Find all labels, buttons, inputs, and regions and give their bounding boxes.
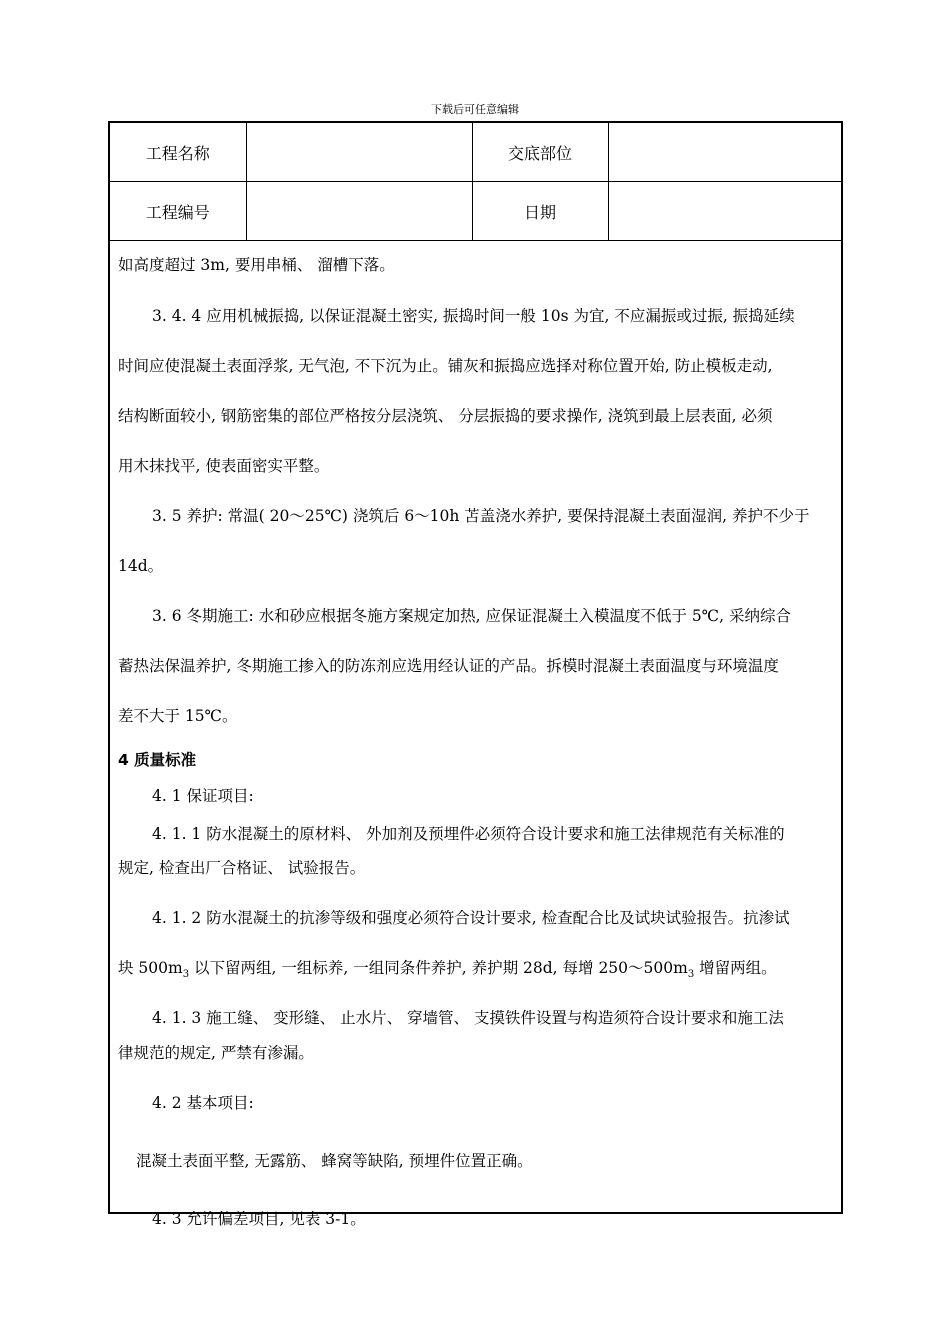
p412-sub-1: 3 (182, 969, 190, 981)
para-4-2: 4. 2 基本项目: (152, 1094, 254, 1113)
part-label: 交底部位 (472, 123, 608, 182)
download-note: 下载后可任意编辑 (431, 103, 519, 116)
para-4-1-2-line2 (118, 943, 833, 1000)
p412-sub-2: 3 (687, 969, 695, 981)
para-3-6-line1: 3. 6 冬期施工: 水和砂应根据冬施方案规定加热, 应保证混凝土入模温度不低于 5℃, 采纳综合 (152, 607, 791, 625)
para-3-4-4-line2: 时间应使混凝土表面浮浆, 无气泡, 不下沉为止。铺灰和振捣应选择对称位置开始, 防止模板走动, (118, 357, 773, 375)
project-no-value (246, 182, 472, 241)
para-4-1-1-line1: 4. 1. 1 防水混凝土的原材料、 外加剂及预埋件必须符合设计要求和施工法律规范有关标准的 (152, 825, 785, 843)
disclosure-sheet (108, 121, 843, 1229)
p412-text-1: 块 500m (118, 959, 183, 977)
project-no-label: 工程编号 (110, 182, 246, 241)
line-height-limit: 如高度超过 3m, 要用串桶、 溜槽下落。 (118, 256, 395, 274)
header-row-2 (110, 182, 841, 241)
p412-text-2: 以下留两组, 一组标养, 一组同条件养护, 养护期 28d, 每增 250～500m (189, 959, 688, 977)
para-4-2-text: 混凝土表面平整, 无露筋、 蜂窝等缺陷, 预埋件位置正确。 (136, 1152, 533, 1171)
date-value (608, 182, 841, 241)
header-row-1 (110, 123, 841, 182)
para-3-6-line3: 差不大于 15℃。 (118, 707, 238, 725)
para-3-4-4-line1: 3. 4. 4 应用机械振捣, 以保证混凝土密实, 振捣时间一般 10s 为宜, 不应漏振或过振, 振捣延续 (152, 307, 795, 325)
para-4-1-3-line2: 律规范的规定, 严禁有渗漏。 (118, 1044, 314, 1063)
part-value (608, 123, 841, 182)
p412-text-3: 增留两组。 (694, 959, 777, 977)
date-label: 日期 (472, 182, 608, 241)
para-4-1-2-line1: 4. 1. 2 防水混凝土的抗渗等级和强度必须符合设计要求, 检查配合比及试块试验报告。抗渗试 (152, 909, 790, 927)
body-text (110, 243, 841, 1244)
para-4-3: 4. 3 允许偏差项目, 见表 3-1。 (152, 1210, 366, 1229)
para-3-5-line2: 14d。 (118, 557, 164, 575)
header-table (110, 123, 841, 241)
para-4-1-1-line2: 规定, 检查出厂合格证、 试验报告。 (118, 859, 366, 877)
para-3-5-line1: 3. 5 养护: 常温( 20～25℃) 浇筑后 6～10h 苫盖浇水养护, 要保持混凝土表面湿润, 养护不少于 (152, 507, 810, 525)
para-3-4-4-line3: 结构断面较小, 钢筋密集的部位严格按分层浇筑、 分层振捣的要求操作, 浇筑到最上层表面, 必须 (118, 407, 773, 425)
project-name-label: 工程名称 (110, 123, 246, 182)
para-4-1-3-line1: 4. 1. 3 施工缝、 变形缝、 止水片、 穿墙管、 支摸铁件设置与构造须符合设计要求和施工法 (152, 1009, 784, 1028)
para-4-1: 4. 1 保证项目: (152, 787, 254, 805)
para-3-6-line2: 蓄热法保温养护, 冬期施工掺入的防冻剂应选用经认证的产品。拆模时混凝土表面温度与环境温度 (118, 657, 779, 675)
section-4-title: 4 质量标准 (118, 751, 197, 769)
para-3-4-4-line4: 用木抹找平, 使表面密实平整。 (118, 457, 330, 475)
project-name-value (246, 123, 472, 182)
